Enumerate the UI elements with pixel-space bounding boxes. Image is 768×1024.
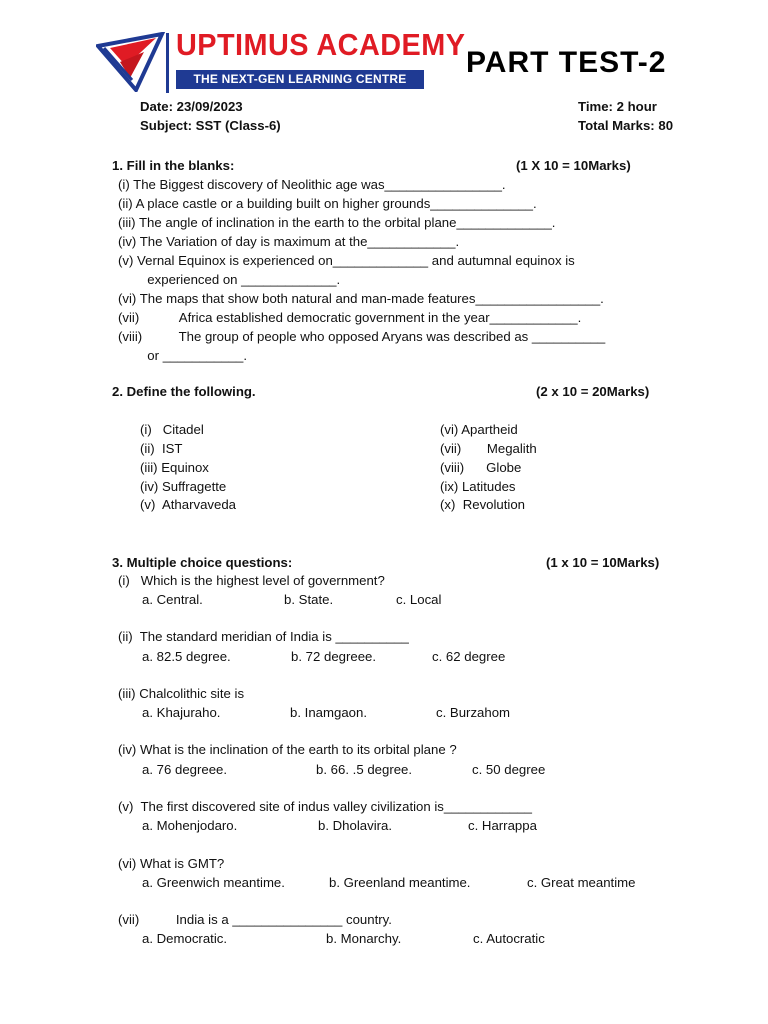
fill-blank-item: (vi) The maps that show both natural and man-made features_________________. [118,291,604,306]
fill-blank-item: (iii) The angle of inclination in the earth to the orbital plane_____________. [118,215,556,230]
mcq-option: b. Monarchy. [326,931,402,946]
define-term: (v) Atharvaveda [140,497,237,512]
mcq-option: a. Khajuraho. [142,705,221,720]
mcq-option: c. Burzahom [436,705,511,720]
fill-blank-item: (vii) Africa established democratic government in the year____________. [118,310,582,325]
mcq-option: c. Local [396,592,442,607]
mcq-option: c. Great meantime [527,875,636,890]
logo-divider [166,33,169,93]
mcq-option: a. Greenwich meantime. [142,875,285,890]
mcq-option: b. Dholavira. [318,818,393,833]
define-term: (x) Revolution [440,497,526,512]
define-term: (iii) Equinox [140,460,209,475]
test-title: PART TEST-2 [466,46,667,79]
exam-date: Date: 23/09/2023 [140,99,243,114]
fill-blank-item: (iv) The Variation of day is maximum at the____________. [118,234,460,249]
mcq-question: (v) The first discovered site of indus valley civilization is____________ [118,799,532,814]
fill-blank-item-continued: experienced on _____________. [118,272,341,287]
mcq-option: b. 72 degreee. [291,649,377,664]
exam-time: Time: 2 hour [578,99,657,114]
fill-blank-item: (v) Vernal Equinox is experienced on_____________ and autumnal equinox is [118,253,575,268]
fill-blank-item: (i) The Biggest discovery of Neolithic age was________________. [118,177,506,192]
eagle-logo-icon [96,32,166,92]
section-2-heading: 2. Define the following. [112,384,256,399]
exam-total-marks: Total Marks: 80 [578,118,674,133]
define-term: (ii) IST [140,441,183,456]
mcq-option: a. Democratic. [142,931,228,946]
exam-subject: Subject: SST (Class-6) [140,118,281,133]
mcq-question: (iii) Chalcolithic site is [118,686,245,701]
mcq-option: a. 76 degreee. [142,762,228,777]
brand-name: UPTIMUS ACADEMY [176,27,466,62]
section-3-heading: 3. Multiple choice questions: [112,555,293,570]
section-1-marks: (1 X 10 = 10Marks) [516,158,631,173]
mcq-question: (iv) What is the inclination of the earth to its orbital plane ? [118,742,457,757]
mcq-option: b. Inamgaon. [290,705,367,720]
mcq-option: a. 82.5 degree. [142,649,231,664]
define-term: (iv) Suffragette [140,479,227,494]
mcq-option: c. 62 degree [432,649,506,664]
define-term: (i) Citadel [140,422,204,437]
mcq-option: a. Mohenjodaro. [142,818,238,833]
mcq-option: b. Greenland meantime. [329,875,471,890]
mcq-option: c. 50 degree [472,762,546,777]
brand-tagline: THE NEXT-GEN LEARNING CENTRE [193,72,407,86]
fill-blank-item: (viii) The group of people who opposed Aryans was described as __________ [118,329,606,344]
section-2-marks: (2 x 10 = 20Marks) [536,384,650,399]
mcq-question: (i) Which is the highest level of government? [118,573,385,588]
define-term: (vi) Apartheid [440,422,518,437]
brand-tagline-banner [176,70,424,89]
mcq-option: b. State. [284,592,334,607]
mcq-question: (vii) India is a _______________ country. [118,912,392,927]
mcq-option: b. 66. .5 degree. [316,762,413,777]
section-1-heading: 1. Fill in the blanks: [112,158,235,173]
mcq-option: a. Central. [142,592,203,607]
section-3-marks: (1 x 10 = 10Marks) [546,555,660,570]
fill-blank-item-continued: or ___________. [118,348,248,363]
mcq-option: c. Harrappa [468,818,537,833]
define-term: (viii) Globe [440,460,522,475]
define-term: (ix) Latitudes [440,479,516,494]
fill-blank-item: (ii) A place castle or a building built on higher grounds______________. [118,196,537,211]
mcq-question: (vi) What is GMT? [118,856,225,871]
mcq-option: c. Autocratic [473,931,545,946]
define-term: (vii) Megalith [440,441,537,456]
mcq-question: (ii) The standard meridian of India is __________ [118,629,409,644]
